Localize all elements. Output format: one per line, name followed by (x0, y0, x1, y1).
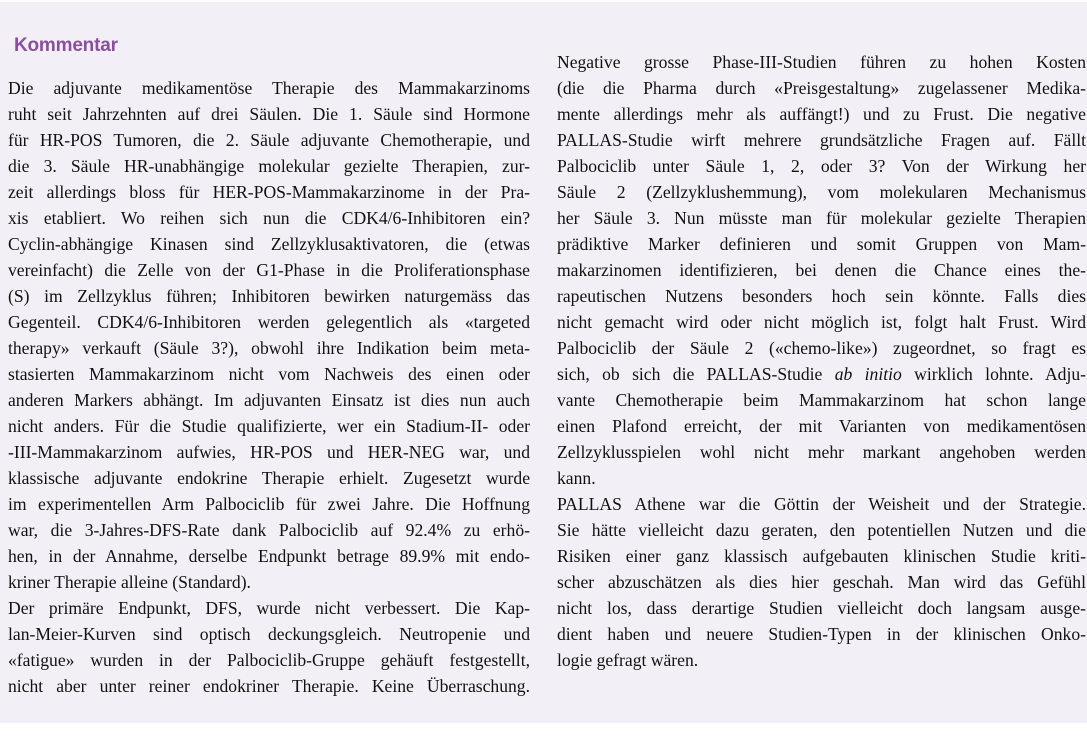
text-line: nicht anders. Für die Studie qualifizierte, wer ein Stadium-II- oder (8, 416, 530, 436)
right-text-column (557, 49, 1086, 673)
text-line: -III-Mammakarzinom aufwies, HR-POS und HER-NEG war, und (8, 442, 530, 462)
text-line: lan-Meier-Kurven sind optisch deckungsgleich. Neutropenie und (8, 624, 530, 644)
text-line: Gegenteil. CDK4/6-Inhibitoren werden gelegentlich als «targeted (8, 312, 530, 332)
text-line: PALLAS Athene war die Göttin der Weisheit und der Strategie. (557, 494, 1086, 514)
text-line: Die adjuvante medikamentöse Therapie des Mammakarzinoms (8, 78, 530, 98)
text-line: rapeutischen Nutzens besonders hoch sein könnte. Falls dies (557, 286, 1086, 306)
text-line: die 3. Säule HR-unabhängige molekular gezielte Therapien, zur- (8, 156, 530, 176)
italic-phrase: ab initio (834, 364, 902, 384)
text-line: klassische adjuvante endokrine Therapie erhielt. Zugesetzt wurde (8, 468, 530, 488)
text-line: vante Chemotherapie beim Mammakarzinom hat schon lange (557, 390, 1086, 410)
text-line: Palbociclib der Säule 2 («chemo-like») zugeordnet, so fragt es (557, 338, 1086, 358)
text-line: prädiktive Marker definieren und somit Gruppen von Mam- (557, 234, 1086, 254)
text-line: anderen Markers abhängt. Im adjuvanten Einsatz ist dies nun auch (8, 390, 530, 410)
text-line: (die die Pharma durch «Preisgestaltung» zugelassener Medika- (557, 78, 1086, 98)
text-line: war, die 3-Jahres-DFS-Rate dank Palbociclib auf 92.4% zu erhö- (8, 520, 530, 540)
text-line: für HR-POS Tumoren, die 2. Säule adjuvante Chemotherapie, und (8, 130, 530, 150)
section-heading: Kommentar (14, 35, 118, 56)
text-line: zeit allerdings bloss für HER-POS-Mammakarzinome in der Pra- (8, 182, 530, 202)
text-line: kriner Therapie alleine (Standard). (8, 572, 251, 592)
text-line: Zellzyklusspielen wohl nicht mehr markant angehoben werden (557, 442, 1086, 462)
text-segment: sich, ob sich die PALLAS-Studie (557, 364, 835, 384)
text-line: «fatigue» wurden in der Palbociclib-Gruppe gehäuft festgestellt, (8, 650, 530, 670)
text-line: makarzinomen identifizieren, bei denen die Chance eines the- (557, 260, 1086, 280)
text-line: Säule 2 (Zellzyklushemmung), vom molekularen Mechanismus (557, 182, 1086, 202)
text-line: her Säule 3. Nun müsste man für molekular gezielte Therapien (557, 208, 1086, 228)
text-line: Risiken einer ganz klassisch aufgebauten klinischen Studie kriti- (557, 546, 1086, 566)
text-line: Sie hätte vielleicht dazu geraten, den potentiellen Nutzen und die (557, 520, 1086, 540)
text-line: logie gefragt wären. (557, 650, 699, 670)
text-line: Palbociclib unter Säule 1, 2, oder 3? Von der Wirkung her (557, 156, 1086, 176)
left-text-column (8, 75, 530, 699)
text-line: vereinfacht) die Zelle von der G1-Phase in die Proliferationsphase (8, 260, 530, 280)
text-line: Negative grosse Phase-III-Studien führen zu hohen Kosten (557, 52, 1086, 72)
text-line: hen, in der Annahme, derselbe Endpunkt betrage 89.9% mit endo- (8, 546, 530, 566)
text-line: im experimentellen Arm Palbociclib für zwei Jahre. Die Hoffnung (8, 494, 530, 514)
text-line: (S) im Zellzyklus führen; Inhibitoren bewirken naturgemäss das (8, 286, 530, 306)
text-line: Der primäre Endpunkt, DFS, wurde nicht verbessert. Die Kap- (8, 598, 530, 618)
text-line: scher abzuschätzen als dies hier geschah. Man wird das Gefühl (557, 572, 1086, 592)
text-line: nicht gemacht wird oder nicht möglich ist, folgt halt Frust. Wird (557, 312, 1086, 332)
text-line: ruht seit Jahrzehnten auf drei Säulen. Die 1. Säule sind Hormone (8, 104, 530, 124)
text-line: PALLAS-Studie wirft mehrere grundsätzliche Fragen auf. Fällt (557, 130, 1086, 150)
text-line: therapy» verkauft (Säule 3?), obwohl ihre Indikation beim meta- (8, 338, 530, 358)
text-line: Cyclin-abhängige Kinasen sind Zellzyklusaktivatoren, die (etwas (8, 234, 530, 254)
text-line: stasierten Mammakarzinom nicht vom Nachweis des einen oder (8, 364, 530, 384)
comment-box (0, 2, 1087, 723)
text-segment: wirklich lohnte. Adju- (901, 364, 1087, 384)
text-line (557, 361, 1086, 387)
text-line: mente allerdings mehr als auffängt!) und zu Frust. Die negative (557, 104, 1086, 124)
text-line: nicht los, dass derartige Studien vielleicht doch langsam ausge- (557, 598, 1086, 618)
text-line: dient haben und neuere Studien-Typen in der klinischen Onko- (557, 624, 1086, 644)
text-line: kann. (557, 468, 596, 488)
text-line: xis etabliert. Wo reihen sich nun die CDK4/6-Inhibitoren ein? (8, 208, 530, 228)
text-line: einen Plafond erreicht, der mit Varianten von medikamentösen (557, 416, 1086, 436)
text-line: nicht aber unter reiner endokriner Therapie. Keine Überraschung. (8, 676, 530, 696)
